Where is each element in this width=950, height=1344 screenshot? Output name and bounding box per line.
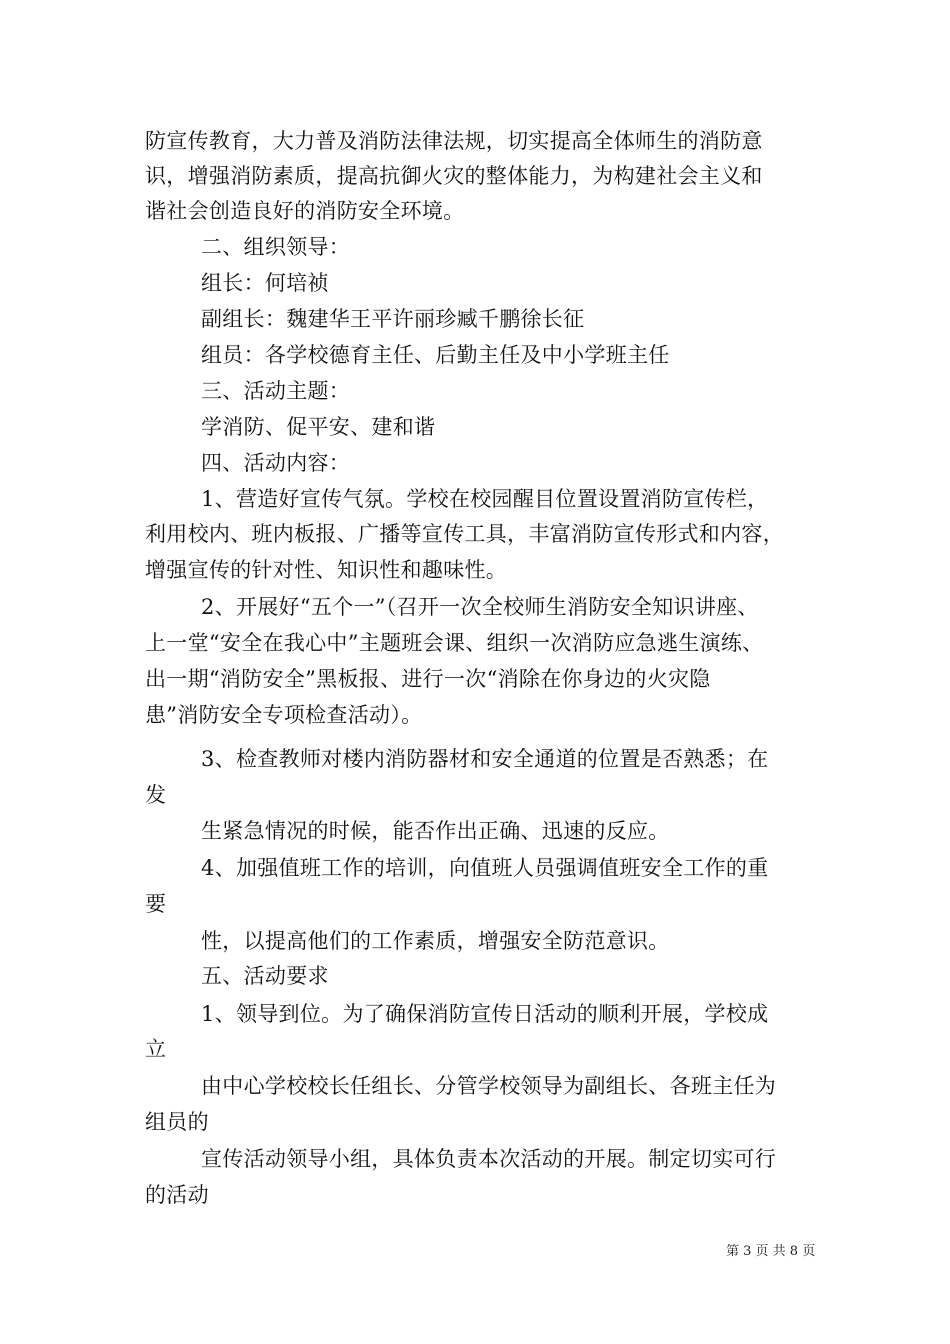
body-line: 防宣传教育，大力普及消防法律法规，切实提高全体师生的消防意 xyxy=(145,129,763,153)
body-line: 组长：何培祯 xyxy=(201,271,329,295)
section-heading: 四、活动内容： xyxy=(201,451,351,475)
body-line: 增强宣传的针对性、知识性和趣味性。 xyxy=(145,558,508,582)
section-heading: 五、活动要求 xyxy=(201,964,329,988)
section-heading: 三、活动主题： xyxy=(201,379,351,403)
body-line: 要 xyxy=(145,892,167,916)
body-line: 1、领导到位。为了确保消防宣传日活动的顺利开展，学校成 xyxy=(201,1002,769,1026)
body-line: 立 xyxy=(145,1037,167,1061)
body-line: 学消防、促平安、建和谐 xyxy=(201,415,436,439)
body-line: 出一期“消防安全”黑板报、进行一次“消除在你身边的火灾隐 xyxy=(145,667,711,691)
body-line: 的活动 xyxy=(145,1183,209,1207)
body-line: 组员的 xyxy=(145,1110,209,1134)
body-line: 发 xyxy=(145,783,167,807)
body-line: 识，增强消防素质，提高抗御火灾的整体能力，为构建社会主义和 xyxy=(145,164,763,188)
body-line: 患”消防安全专项检查活动）。 xyxy=(145,703,423,727)
body-line: 谐社会创造良好的消防安全环境。 xyxy=(145,199,465,223)
body-line: 组员：各学校德育主任、后勤主任及中小学班主任 xyxy=(201,343,670,367)
page-number: 第 3 页 共 8 页 xyxy=(726,1244,816,1259)
body-line: 宣传活动领导小组，具体负责本次活动的开展。制定切实可行 xyxy=(201,1147,777,1171)
body-line: 1、营造好宣传气氛。学校在校园醒目位置设置消防宣传栏， xyxy=(201,487,769,511)
body-line: 副组长：魏建华王平许丽珍臧千鹏徐长征 xyxy=(201,307,585,331)
body-line: 利用校内、班内板报、广播等宣传工具，丰富消防宣传形式和内容， xyxy=(145,522,784,546)
body-line: 性，以提高他们的工作素质，增强安全防范意识。 xyxy=(201,929,670,953)
body-line: 生紧急情况的时候，能否作出正确、迅速的反应。 xyxy=(201,819,670,843)
body-line: 4、加强值班工作的培训，向值班人员强调值班安全工作的重 xyxy=(201,856,769,880)
section-heading: 二、组织领导： xyxy=(201,235,351,259)
body-line: 上一堂“安全在我心中”主题班会课、组织一次消防应急逃生演练、 xyxy=(145,631,764,655)
body-line: 由中心学校校长任组长、分管学校领导为副组长、各班主任为 xyxy=(201,1074,777,1098)
body-line: 3、检查教师对楼内消防器材和安全通道的位置是否熟悉；在 xyxy=(201,747,769,771)
body-line: 2、开展好“五个一”（召开一次全校师生消防安全知识讲座、 xyxy=(201,595,759,619)
